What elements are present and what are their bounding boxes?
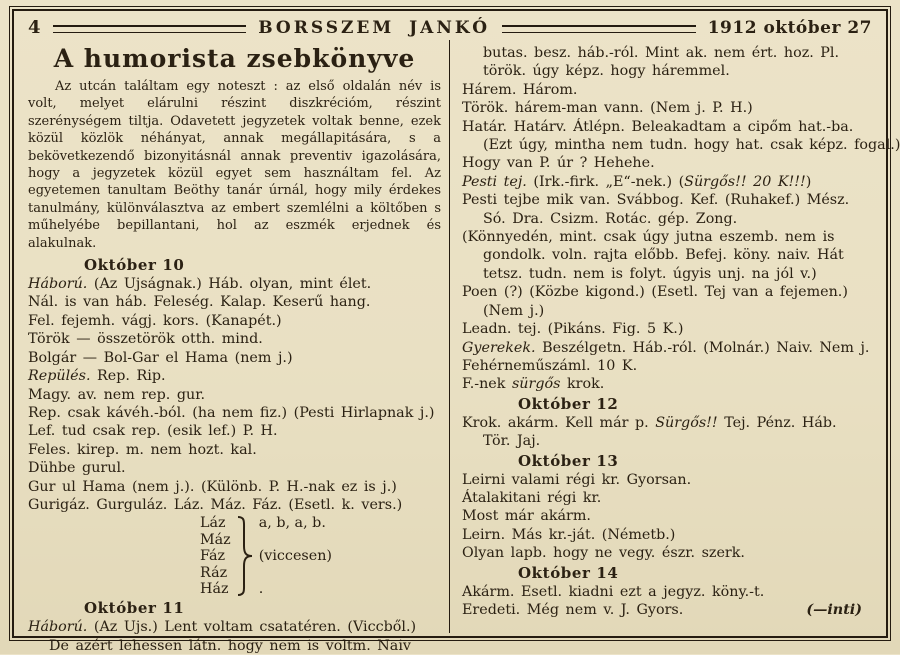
- signature: (—inti): [806, 601, 862, 618]
- text-line: [28, 618, 441, 636]
- text-line: [462, 526, 876, 544]
- brace-figure: [200, 515, 441, 597]
- issue-date: 1912 október 27: [707, 17, 872, 38]
- text-segment: Eredeti. Még nem v. J. Gyors.: [462, 601, 684, 618]
- text-line: [28, 386, 441, 404]
- text-line: [462, 583, 876, 601]
- text-line: [462, 357, 876, 375]
- text-segment: Török — összetörök otth. mind.: [28, 331, 263, 348]
- text-segment: Rep. Rip.: [90, 368, 166, 385]
- text-segment: Tör. Jaj.: [483, 433, 541, 450]
- text-segment: tetsz. tudn. nem is folyt. úgyis unj. na jól v.): [483, 265, 817, 282]
- text-segment: (Az Ujságnak.) Háb. olyan, mint élet.: [87, 276, 372, 293]
- text-segment: Háború.: [28, 619, 88, 636]
- text-segment: Akárm. Esetl. kiadni ezt a jegyz. köny.-t.: [462, 583, 765, 600]
- brace-item: Ház: [200, 581, 229, 598]
- text-segment: Dühbe gurul.: [28, 460, 126, 477]
- text-segment: butas. besz. háb.-ról. Mint ak. nem ért. hoz. Pl.: [483, 45, 840, 61]
- text-line: [462, 99, 876, 117]
- text-line: [462, 173, 876, 191]
- text-segment: Pesti tej.: [462, 173, 527, 190]
- header-rule-left: [53, 25, 247, 33]
- header-rule-right: [502, 25, 696, 33]
- brace-item: Máz: [200, 531, 231, 548]
- right-column: [450, 40, 900, 633]
- text-line: [28, 293, 441, 311]
- text-segment: Háború.: [28, 276, 88, 293]
- right-column-text: [462, 44, 900, 619]
- text-segment: Bolgár — Bol-Gar el Hama (nem j.): [28, 349, 293, 366]
- brace-note: (viccesen): [258, 548, 332, 565]
- text-line: [462, 44, 876, 62]
- section-heading: Október 10: [84, 256, 185, 275]
- text-line: [462, 507, 876, 525]
- text-line: [28, 459, 441, 477]
- text-segment: Sürgős!!: [655, 414, 718, 431]
- text-segment: Tej. Pénz. Háb.: [717, 414, 837, 431]
- text-segment: török. úgy képz. hogy háremmel.: [483, 63, 730, 80]
- text-segment: (Könnyedén, mint. csak úgy jutna eszemb. nem is: [462, 229, 835, 246]
- text-line: [462, 136, 900, 154]
- text-line: [462, 62, 876, 80]
- section-heading: Október 14: [518, 563, 619, 582]
- text-line: [462, 544, 876, 562]
- brace-item: Láz: [200, 515, 226, 532]
- text-segment: Gur ul Hama (nem j.). (Különb. P. H.-nak ez is j.): [28, 478, 397, 495]
- text-segment: ): [805, 173, 812, 190]
- text-line: [462, 118, 876, 136]
- text-segment: Só. Dra. Csizm. Rotác. gép. Zong.: [483, 210, 738, 227]
- text-line: [462, 432, 876, 450]
- text-line: [462, 265, 876, 283]
- text-line: [28, 349, 441, 367]
- text-segment: Most már akárm.: [462, 508, 591, 525]
- brace-item-list: [200, 515, 231, 597]
- text-segment: Nál. is van háb. Feleség. Kalap. Keserű hang.: [28, 294, 371, 311]
- text-line: [462, 154, 876, 172]
- text-segment: Hárem. Három.: [462, 81, 578, 98]
- text-line: [28, 330, 441, 348]
- text-line: [462, 601, 876, 619]
- text-segment: F.-nek: [462, 376, 512, 393]
- intro-paragraph: Az utcán találtam egy noteszt : az első oldalán név is volt, melyet elárulni részint diszkrécióm, részint szerénységem tiltja. Odavetett jegyzetek voltak benne, ezek közül közlök néhányat, annak megállapitására, s a bekövetkezendő bizonyitásnál annak preventiv igazolására, hogy a jegyzetek közül egyet sem használtam fel. Az egyetemen tanultam Beöthy tanár úrnál, hogy mily érdekes tanulmány, különválasztva az embert szemlélni a költőben s műhelyébe bepillantani, hol az eszmék erjednek és alakulnak.: [28, 79, 441, 251]
- text-line: [462, 191, 876, 209]
- text-line: [462, 489, 876, 507]
- text-line: [462, 81, 876, 99]
- text-segment: sürgős: [511, 376, 561, 393]
- brace-note: a, b, a, b.: [258, 515, 326, 532]
- text-segment: Beszélgetn. Háb.-ról. (Molnár.) Naiv. Nem j.: [535, 339, 870, 356]
- curly-brace-icon: [236, 515, 254, 597]
- text-segment: (Az Ujs.) Lent voltam csatatéren. (Viccből.): [87, 619, 417, 636]
- text-segment: Poen (?) (Közbe kigond.) (Esetl. Tej van a fejemen.): [462, 284, 848, 301]
- text-segment: Leadn. tej. (Pikáns. Fig. 5 K.): [462, 321, 684, 338]
- text-segment: Pesti tejbe mik van. Svábbog. Kef. (Ruhakef.) Mész.: [462, 192, 850, 209]
- text-segment: Fehérneműszáml. 10 K.: [462, 357, 638, 374]
- text-line: [462, 246, 876, 264]
- text-line: [462, 375, 876, 393]
- text-segment: Repülés.: [28, 368, 91, 385]
- text-line-main: [462, 601, 683, 619]
- brace-item: Ráz: [200, 564, 228, 581]
- text-line: [28, 422, 441, 440]
- section-heading: Október 12: [518, 394, 619, 413]
- text-segment: Magy. av. nem rep. gur.: [28, 386, 206, 403]
- text-line: [462, 302, 876, 320]
- text-segment: Gurigáz. Gurguláz. Láz. Máz. Fáz. (Esetl. k. vers.): [28, 496, 403, 513]
- text-segment: (Ezt úgy, mintha nem tudn. hogy hat. csak képz. fogal.): [483, 137, 900, 154]
- section-heading: Október 13: [518, 451, 619, 470]
- text-segment: Rep. csak kávéh.-ból. (ha nem fiz.) (Pesti Hirlapnak j.): [28, 404, 435, 421]
- text-line: [28, 367, 441, 385]
- text-segment: Krok. akárm. Kell már p.: [462, 414, 656, 431]
- page-header: [14, 13, 886, 40]
- text-segment: Gyerekek.: [462, 339, 536, 356]
- text-segment: (Nem j.): [483, 302, 545, 319]
- page-frame: [12, 9, 900, 654]
- text-line: [462, 414, 876, 432]
- brace-note: .: [258, 581, 264, 598]
- text-line: [462, 320, 876, 338]
- left-column-text: [28, 255, 441, 655]
- text-line: [28, 496, 441, 514]
- text-segment: Átalakitani régi kr.: [462, 489, 602, 506]
- text-segment: Olyan lapb. hogy ne vegy. észr. szerk.: [462, 545, 745, 562]
- text-segment: De azért lehessen látn. hogy nem is voltm. Naiv: [49, 637, 411, 654]
- text-line: [462, 228, 876, 246]
- text-segment: Hogy van P. úr ? Hehehe.: [462, 155, 655, 172]
- text-line: [28, 275, 441, 293]
- text-line: [28, 404, 441, 422]
- text-line: [28, 478, 441, 496]
- page-number: 4: [28, 17, 41, 38]
- text-segment: Török. hárem-man vann. (Nem j. P. H.): [462, 100, 753, 117]
- columns: [14, 40, 900, 654]
- text-segment: Feles. kirep. m. nem hozt. kal.: [28, 441, 257, 458]
- brace-note-list: [259, 515, 332, 597]
- text-line: [462, 283, 876, 301]
- text-segment: Sürgős!! 20 K!!!: [684, 173, 806, 190]
- text-segment: Lef. tud csak rep. (esik lef.) P. H.: [28, 423, 278, 440]
- text-segment: krok.: [560, 376, 605, 393]
- brace-item: Fáz: [200, 548, 226, 565]
- text-line: [462, 339, 876, 357]
- text-line: [462, 471, 876, 489]
- left-column: [14, 40, 450, 654]
- text-segment: (Irk.-firk. „E“-nek.) (: [526, 173, 685, 190]
- text-line: [462, 210, 876, 228]
- text-segment: Leirni valami régi kr. Gyorsan.: [462, 471, 692, 488]
- masthead-title: BORSSZEM JANKÓ: [258, 17, 491, 38]
- text-segment: Fel. fejemh. vágj. kors. (Kanapét.): [28, 312, 282, 329]
- text-line: [28, 637, 441, 655]
- text-line: [28, 312, 441, 330]
- text-segment: gondolk. voln. rajta előbb. Befej. köny. naiv. Hát: [483, 247, 844, 264]
- article-title: A humorista zsebkönyve: [53, 44, 416, 73]
- text-segment: Határ. Határv. Átlépn. Beleakadtam a cipőm hat.-ba.: [462, 118, 854, 135]
- text-segment: Leirn. Más kr.-ját. (Németb.): [462, 526, 676, 543]
- text-line: [28, 441, 441, 459]
- section-heading: Október 11: [84, 599, 185, 618]
